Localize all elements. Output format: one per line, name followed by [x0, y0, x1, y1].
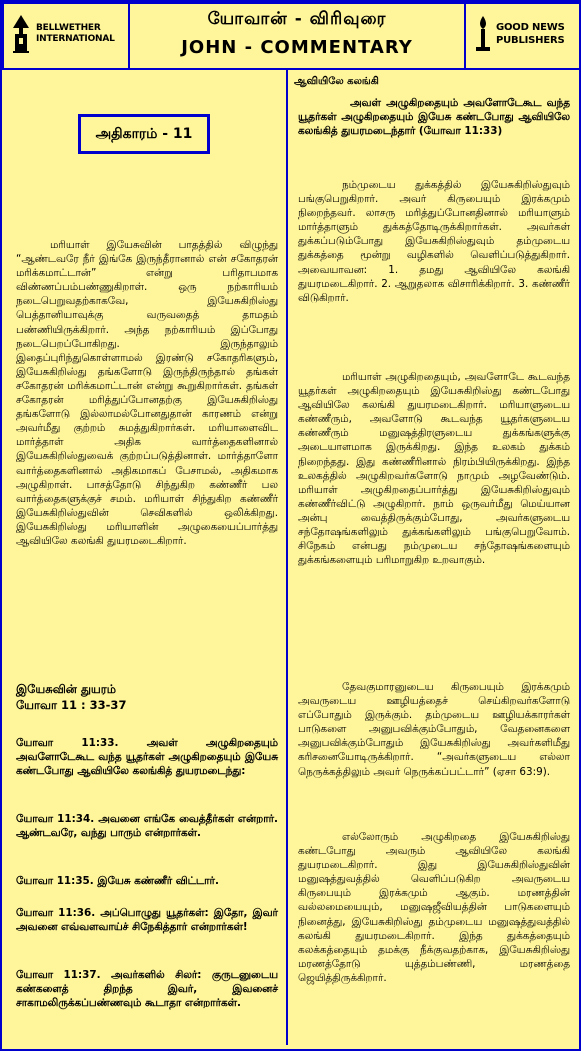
- right-logo-line2: PUBLISHERS: [496, 35, 565, 46]
- chapter-heading: அதிகாரம் - 11: [78, 114, 210, 154]
- left-paragraph-1: மரியாள் இயேசுவின் பாதத்தில் விழுந்து “ஆண்டவரே நீர் இங்கே இருந்தீரானால் என் சகோதரன் மரிக்கமாட்டான்” என்று பரிதாபமாக விண்ணப்பம்பண்ணுகிறாள். ஒரு நற்காரியம் நடைபெறுவதற்காகவே, இயேசுகிறிஸ்து பெத்தானியாவுக்கு வருவதைத் தாமதம் பண்ணியிருக்கிறார். அந்த நற்காரியம் இப்போது நடைபெறப்போகிறது. இருந்தாலும் இதைப்புரிந்துகொள்ளாமல் இரண்டு சகோதரிகளும், இயேசுகிறிஸ்து தங்களோடு இருந்திருந்தால் தங்கள் சகோதரன் மரிக்கமாட்டான் என்று கூறுகிறார்கள். தங்கள் சகோதரன் மரித்துப்போனதற்கு இயேசுகிறிஸ்து தங்களோடு இல்லாமல்போனதுதான் காரணம் என்று அவர்மீது குற்றம் சுமத்துகிறார்கள். மரியாளைவிட மார்த்தாள் அதிக வார்த்தைகளினால் இயேசுகிறிஸ்துவைக் குற்றப்படுத்தினாள். மார்த்தாளோ வார்த்தைகளினால் அதிகமாகப் பேசாமல், அதிகமாக அழுகிறாள். பாசத்தோடு சிந்துகிற கண்ணீர் பல வார்த்தைகளுக்குச் சமம். மரியாள் சிந்துகிற கண்ணீர் இயேசுகிறிஸ்துவின் செவிகளில் ஒலிக்கிறது. இயேசுகிறிஸ்து மரியாளின் அழுகையைப்பார்த்து ஆவியிலே கலங்கி துயரமடைகிறார்.: [16, 239, 278, 547]
- right-logo-box: [464, 2, 581, 70]
- bell-tower-icon: [10, 14, 32, 54]
- verse-34: யோவா 11:34. அவனை எங்கே வைத்தீர்கள் என்றார். ஆண்டவரே, வந்து பாரும் என்றார்கள்.: [16, 813, 278, 840]
- title-english: JOHN - COMMENTARY: [181, 37, 413, 58]
- key-verse-quote: அவள் அழுகிறதையும் அவளோடேகூட வந்த யூதர்கள் அழுகிறதையும் இயேசு கண்டபோது ஆவியிலே கலங்கித் துயரமடைந்தார் (யோவா 11:33): [298, 97, 570, 138]
- verse-35: யோவா 11:35. இயேசு கண்ணீர் விட்டார்.: [16, 875, 219, 887]
- right-paragraph-4: எல்லோரும் அழுகிறதை இயேசுகிறிஸ்து கண்டபோது அவரும் ஆவியிலே கலங்கி துயரமடைகிறார். இது இயேசுகிறிஸ்துவின் மனுஷத்துவத்தில் வெளிப்படுகிற அவருடைய கிருபையும் இரக்கமும் ஆகும். மரணத்தின் வல்லமையையும், மனுஷஜீவியத்தின் பாடுகளையும் நினைத்து, இயேசுகிறிஸ்து தம்முடைய மனுஷத்துவத்தில் கலங்கி துயரமடைகிறார். இந்த துக்கத்தையும் கலக்கத்தையும் தமக்கு நீக்குவதற்காக, இயேசுகிறிஸ்து மரணத்தோடு யுத்தம்பண்ணி, மரணத்தை ஜெயித்திருக்கிறார்.: [298, 831, 570, 984]
- left-column: [2, 70, 288, 1045]
- right-paragraph-2: மரியாள் அழுகிறதையும், அவளோடே கூடவந்த யூதர்கள் அழுகிறதையும் இயேசுகிறிஸ்து கண்டபோது ஆவியிலே கலங்கி துயரமடைகிறார். மரியாளுடைய கண்ணீரும், அவளோடு கூடவந்த யூதர்களுடைய கண்ணீரும் மனுஷத்திரளுடைய துக்கங்களுக்கு அடையாளமாக இருக்கிறது. இந்த உலகம் துக்கம் நிறைந்தது. இது கண்ணீரினால் நிரம்பியிருக்கிறது. இந்த உலகத்தில் அழுகிறவர்களோடு நாமும் அழவேண்டும். மரியாள் அழுகிறதைப்பார்த்து இயேசுகிறிஸ்துவும் கண்ணீர்விட்டு அழுகிறார். நாம் ஒருவர்மீது மெய்யான அன்பு வைத்திருக்கும்போது, அவர்களுடைய சந்தோஷங்களிலும் துக்கங்களிலும் பங்குபெறுவோம். சிநேகம் என்பது நம்முடைய சந்தோஷங்களையும் துக்கங்களையும் பரிமாறுகிற உறவாகும்.: [298, 371, 570, 567]
- section-reference: யோவா 11 : 33-37: [16, 698, 127, 712]
- left-logo-box: [2, 2, 130, 70]
- good-news-logo: [474, 14, 565, 54]
- left-logo-line1: BELLWETHER: [36, 23, 101, 33]
- right-logo-line1: GOOD NEWS: [496, 22, 565, 33]
- right-column: [290, 70, 577, 1045]
- verse-37: யோவா 11:37. அவர்களில் சிலர்: குருடனுடைய கண்களைத் திறந்த இவர், இவனைச் சாகாமலிருக்கப்பண்ணவும் கூடாதா என்றார்கள்.: [16, 969, 278, 1010]
- bellwether-logo: [10, 14, 115, 54]
- left-logo-line2: INTERNATIONAL: [36, 34, 115, 44]
- topic-heading: ஆவியிலே கலங்கி: [294, 76, 379, 87]
- title-tamil: யோவான் - விரிவுரை: [207, 9, 387, 29]
- lamp-icon: [474, 14, 492, 54]
- section-title: இயேசுவின் துயரம்: [16, 682, 116, 696]
- header: [2, 2, 579, 68]
- verse-36: யோவா 11:36. அப்பொழுது யூதர்கள்: இதோ, இவர் அவனை எவ்வளவாய்ச் சிநேகித்தார் என்றார்கள்!: [16, 907, 278, 934]
- right-paragraph-3: தேவகுமாரனுடைய கிருபையும் இரக்கமும் அவருடைய ஊழியத்தைச் செய்கிறவர்களோடு எப்போதும் இருக்கும். தம்முடைய ஊழியக்காரர்கள் பாடுகளை அனுபவிக்கும்போதும், வேதனைகளை அனுபவிக்கும்போதும் இயேசுகிறிஸ்து அவர்களிமீது கரிசனையோடிருக்கிறார். “அவர்களுடைய எல்லா நெருக்கத்திலும் அவர் நெருக்கப்பட்டார்” (ஏசா 63:9).: [298, 681, 570, 778]
- right-paragraph-1: நம்முடைய துக்கத்தில் இயேசுகிறிஸ்துவும் பங்குபெறுகிறார். அவர் கிருபையும் இரக்கமும் நிறைந்தவர். லாசரு மரித்துப்போனதினால் மரியாளும் மார்த்தாளும் துக்கத்தோடிருக்கிறார்கள். அவர்கள் துக்கப்படும்போது இயேசுகிறிஸ்துவும் தம்முடைய துக்கத்தை மூன்று வழிகளில் வெளிப்படுத்துகிறார். அவையாவன: 1. தமது ஆவியிலே கலங்கி துயரமடைகிறார். 2. ஆறுதலாக விசாரிக்கிறார். 3. கண்ணீர் விடுகிறார்.: [298, 179, 570, 304]
- title-box: [128, 2, 466, 70]
- verse-33: யோவா 11:33. அவள் அழுகிறதையும் அவளோடேகூட வந்த யூதர்கள் அழுகிறதையும் இயேசு கண்டபோது ஆவியிலே கலங்கித் துயரமடைந்து:: [16, 737, 278, 778]
